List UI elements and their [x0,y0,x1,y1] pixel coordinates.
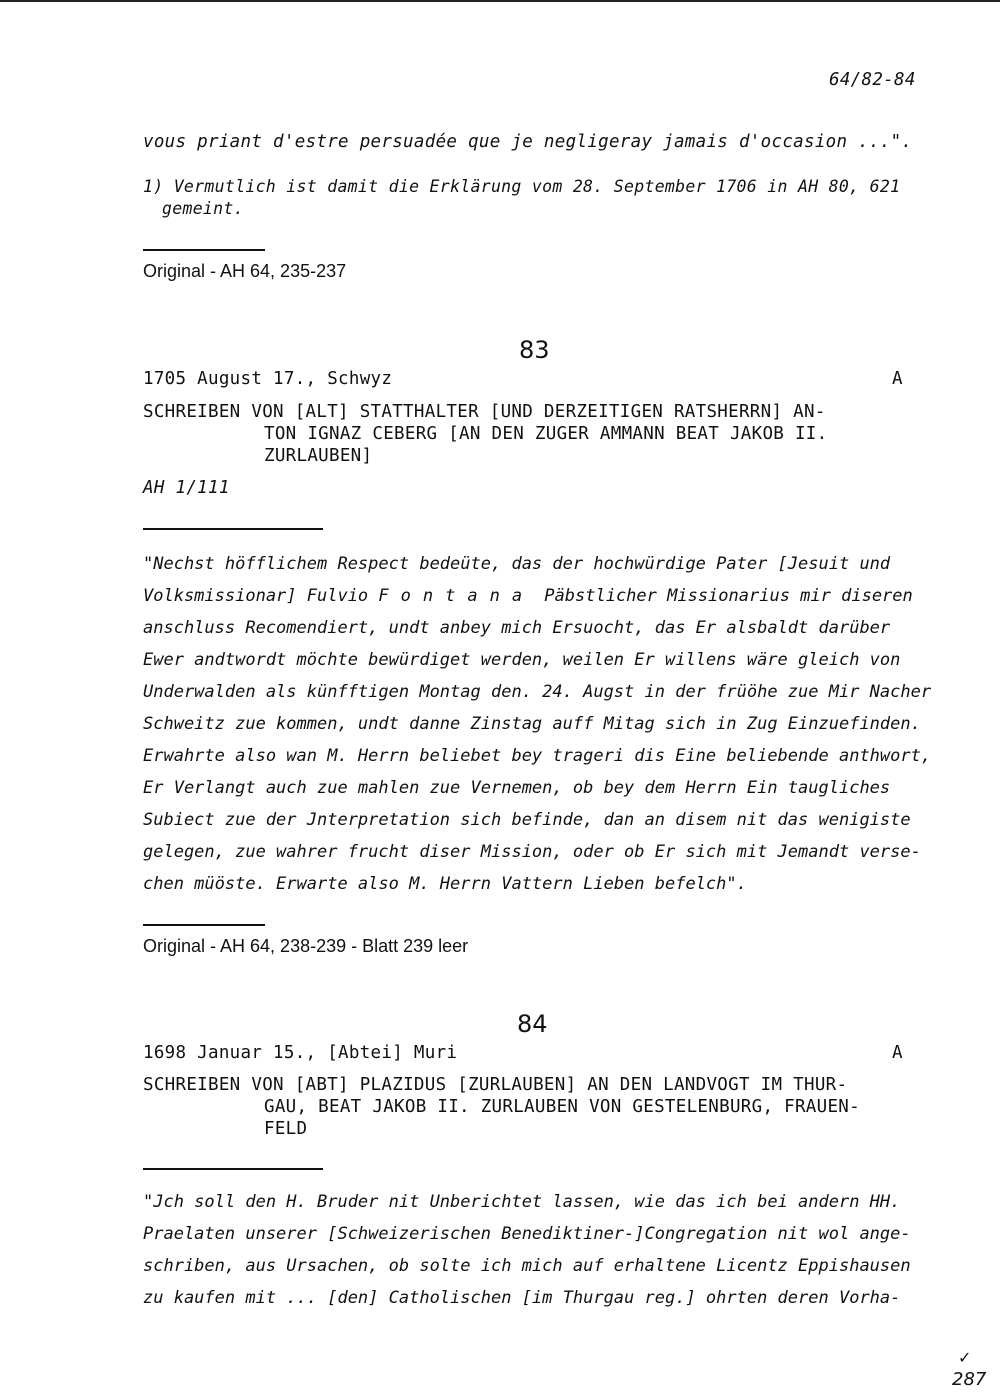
text-line: chen müöste. Erwarte also M. Herrn Vattern Lieben befelch". [143,874,747,894]
document-number: 83 [519,336,550,364]
archive-signature: AH 1/111 [143,478,230,498]
text-line: Erwahrte also wan M. Herrn beliebet bey trageri dis Eine beliebende anthwort, [143,746,932,766]
spaced-name: Fontana [378,586,535,606]
document-date-place: 1705 August 17., Schwyz [143,369,393,389]
document-title-line-1: SCHREIBEN VON [ALT] STATTHALTER [UND DERZEITIGEN RATSHERRN] AN- [143,402,826,422]
text-line: Praelaten unserer [Schweizerischen Benediktiner-]Congregation nit wol ange- [143,1224,911,1244]
original-reference: Original - AH 64, 238-239 - Blatt 239 leer [143,936,469,956]
text-line: Underwalden als künfftigen Montag den. 24. Augst in der früöhe zue Mir Nacher [143,682,932,702]
handwritten-check-mark: ✓ [958,1348,972,1367]
text-line: "Jch soll den H. Bruder nit Unberichtet lassen, wie das ich bei andern HH. [143,1192,901,1212]
document-title-line-2: TON IGNAZ CEBERG [AN DEN ZUGER AMMANN BEAT JAKOB II. [264,424,828,444]
document-title-line-3: FELD [264,1119,308,1139]
text-line: Ewer andtwordt möchte bewürdiget werden, weilen Er willens wäre gleich von [143,650,901,670]
quote-ending: vous priant d'estre persuadée que je negligeray jamais d'occasion ...". [143,132,913,152]
text-line: Volksmissionar] Fulvio Fontana Päbstlicher Missionarius mir diseren [143,586,913,606]
document-number: 84 [517,1010,548,1038]
text-line: Er Verlangt auch zue mahlen zue Vernemen, ob bey dem Herrn Ein taugliches [143,778,891,798]
page-reference: 64/82-84 [829,70,916,90]
divider [143,249,265,251]
text-line: "Nechst höfflichem Respect bedeüte, das der hochwürdige Pater [Jesuit und [143,554,891,574]
document-marker: A [892,1043,903,1063]
divider [143,528,323,530]
footnote-line-2: gemeint. [162,199,244,218]
top-border [0,0,1000,2]
handwritten-page-number: 287 [952,1369,987,1390]
document-date-place: 1698 Januar 15., [Abtei] Muri [143,1043,458,1063]
document-marker: A [892,369,903,389]
document-title-line-2: GAU, BEAT JAKOB II. ZURLAUBEN VON GESTELENBURG, FRAUEN- [264,1097,860,1117]
footnote-line-1: 1) Vermutlich ist damit die Erklärung vom 28. September 1706 in AH 80, 621 [143,177,901,196]
text-line: anschluss Recomendiert, undt anbey mich Ersuocht, das Er alsbaldt darüber [143,618,891,638]
transcription-text [143,1186,911,1314]
transcription-text [143,548,931,900]
text-line: Subiect zue der Jnterpretation sich befinde, dan an disem nit das wenigiste [143,810,911,830]
divider [143,1168,323,1170]
divider [143,924,265,926]
document-title-line-3: ZURLAUBEN] [264,446,373,466]
text-line: gelegen, zue wahrer frucht diser Mission, oder ob Er sich mit Jemandt verse- [143,842,921,862]
original-reference: Original - AH 64, 235-237 [143,261,347,281]
text-line: Schweitz zue kommen, undt danne Zinstag auff Mitag sich in Zug Einzuefinden. [143,714,921,734]
document-title-line-1: SCHREIBEN VON [ABT] PLAZIDUS [ZURLAUBEN] AN DEN LANDVOGT IM THUR- [143,1075,848,1095]
text-line: schriben, aus Ursachen, ob solte ich mich auf erhaltene Licentz Eppishausen [143,1256,911,1276]
text-line: zu kaufen mit ... [den] Catholischen [im Thurgau reg.] ohrten deren Vorha- [143,1288,901,1308]
